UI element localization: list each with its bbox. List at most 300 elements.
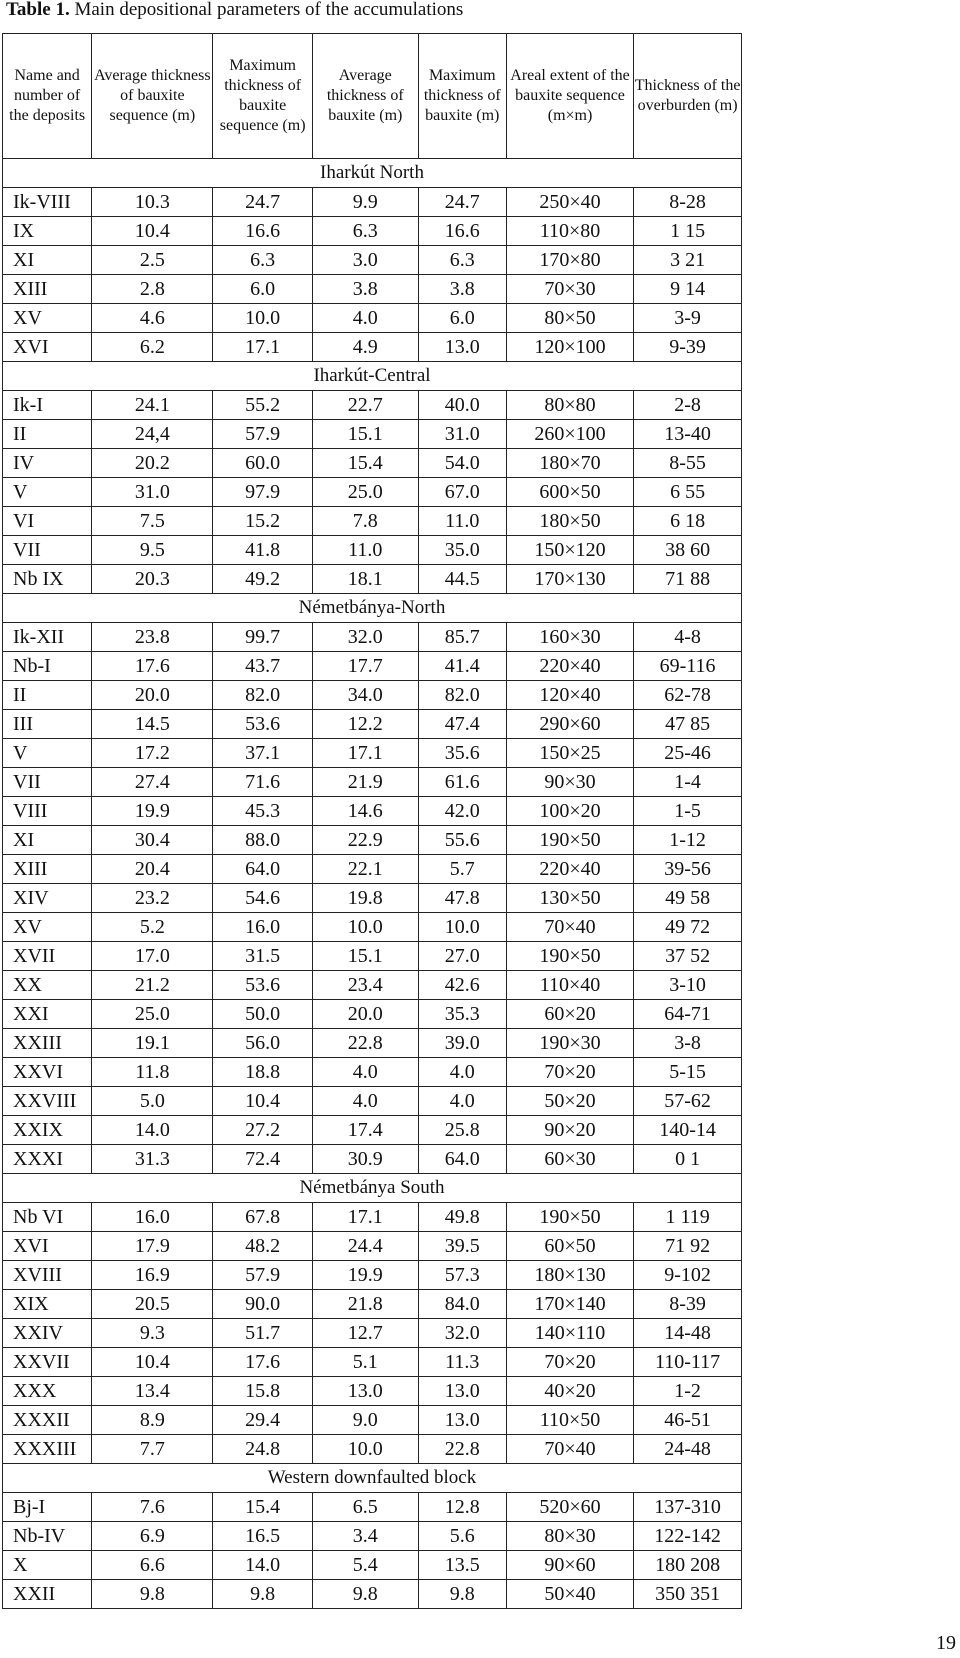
table-cell: 39-56	[634, 855, 742, 884]
table-cell: 10.3	[92, 188, 213, 217]
table-cell: 67.0	[418, 478, 506, 507]
table-cell: 38 60	[634, 536, 742, 565]
table-cell: 60×50	[506, 1232, 633, 1261]
table-row	[3, 1232, 742, 1261]
table-cell: 16.5	[213, 1522, 313, 1551]
table-row	[3, 884, 742, 913]
table-cell: 150×120	[506, 536, 633, 565]
table-cell: 27.2	[213, 1116, 313, 1145]
table-cell: 7.6	[92, 1493, 213, 1522]
table-cell: 4-8	[634, 623, 742, 652]
deposit-name-cell: XVI	[3, 1232, 92, 1261]
table-cell: 5.1	[312, 1348, 418, 1377]
table-cell: 6.0	[418, 304, 506, 333]
table-row	[3, 1348, 742, 1377]
table-cell: 25.8	[418, 1116, 506, 1145]
table-cell: 150×25	[506, 739, 633, 768]
table-cell: 82.0	[213, 681, 313, 710]
table-cell: 99.7	[213, 623, 313, 652]
table-cell: 13-40	[634, 420, 742, 449]
table-cell: 37 52	[634, 942, 742, 971]
table-row	[3, 391, 742, 420]
table-cell: 17.1	[312, 739, 418, 768]
table-cell: 60.0	[213, 449, 313, 478]
table-cell: 13.5	[418, 1551, 506, 1580]
group-title: Németbánya-North	[3, 594, 742, 623]
deposit-name-cell: Bj-I	[3, 1493, 92, 1522]
table-row	[3, 1000, 742, 1029]
deposit-name-cell: XXIX	[3, 1116, 92, 1145]
table-cell: 88.0	[213, 826, 313, 855]
table-cell: 6.5	[312, 1493, 418, 1522]
deposit-name-cell: II	[3, 420, 92, 449]
table-cell: 2.5	[92, 246, 213, 275]
table-cell: 260×100	[506, 420, 633, 449]
table-cell: 110×40	[506, 971, 633, 1000]
deposit-name-cell: XI	[3, 246, 92, 275]
table-row	[3, 1203, 742, 1232]
table-cell: 1-12	[634, 826, 742, 855]
table-cell: 23.8	[92, 623, 213, 652]
table-cell: 1 119	[634, 1203, 742, 1232]
group-header-row	[3, 362, 742, 391]
table-cell: 9-39	[634, 333, 742, 362]
table-row	[3, 420, 742, 449]
table-row	[3, 1290, 742, 1319]
table-cell: 50×20	[506, 1087, 633, 1116]
table-caption-label: Table 1.	[6, 0, 70, 20]
table-row	[3, 1145, 742, 1174]
table-cell: 12.7	[312, 1319, 418, 1348]
table-cell: 70×40	[506, 1435, 633, 1464]
table-cell: 27.0	[418, 942, 506, 971]
table-cell: 17.7	[312, 652, 418, 681]
table-cell: 14.0	[213, 1551, 313, 1580]
table-cell: 15.1	[312, 420, 418, 449]
table-cell: 48.2	[213, 1232, 313, 1261]
table-cell: 13.0	[418, 1377, 506, 1406]
table-cell: 2.8	[92, 275, 213, 304]
table-cell: 15.1	[312, 942, 418, 971]
table-cell: 7.5	[92, 507, 213, 536]
table-cell: 21.8	[312, 1290, 418, 1319]
table-cell: 3.0	[312, 246, 418, 275]
table-cell: 41.4	[418, 652, 506, 681]
table-cell: 5.0	[92, 1087, 213, 1116]
table-cell: 9.0	[312, 1406, 418, 1435]
table-cell: 17.6	[92, 652, 213, 681]
table-row	[3, 536, 742, 565]
table-cell: 20.3	[92, 565, 213, 594]
table-cell: 57.3	[418, 1261, 506, 1290]
table-cell: 19.8	[312, 884, 418, 913]
deposit-name-cell: XXI	[3, 1000, 92, 1029]
deposit-name-cell: XXXIII	[3, 1435, 92, 1464]
table-cell: 21.2	[92, 971, 213, 1000]
table-cell: 49.2	[213, 565, 313, 594]
table-row	[3, 1058, 742, 1087]
table-cell: 90×20	[506, 1116, 633, 1145]
group-title: Iharkút-Central	[3, 362, 742, 391]
header-cell: Areal extent of the bauxite sequence (m×m)	[506, 34, 633, 159]
table-cell: 20.4	[92, 855, 213, 884]
deposit-name-cell: XIII	[3, 275, 92, 304]
table-cell: 120×40	[506, 681, 633, 710]
table-cell: 47.8	[418, 884, 506, 913]
table-cell: 18.8	[213, 1058, 313, 1087]
deposit-name-cell: X	[3, 1551, 92, 1580]
table-cell: 5.7	[418, 855, 506, 884]
table-row	[3, 681, 742, 710]
deposit-name-cell: III	[3, 710, 92, 739]
table-row	[3, 333, 742, 362]
deposit-name-cell: Nb VI	[3, 1203, 92, 1232]
table-cell: 9.8	[213, 1580, 313, 1609]
table-cell: 7.7	[92, 1435, 213, 1464]
table-caption-text: Main depositional parameters of the accumulations	[69, 0, 464, 20]
header-row	[3, 34, 742, 159]
table-cell: 5.6	[418, 1522, 506, 1551]
table-cell: 57-62	[634, 1087, 742, 1116]
table-cell: 16.0	[213, 913, 313, 942]
deposit-name-cell: II	[3, 681, 92, 710]
deposit-name-cell: XX	[3, 971, 92, 1000]
table-cell: 24.7	[418, 188, 506, 217]
table-cell: 40×20	[506, 1377, 633, 1406]
header-cell: Name and number of the deposits	[3, 34, 92, 159]
deposit-name-cell: XV	[3, 913, 92, 942]
table-cell: 15.8	[213, 1377, 313, 1406]
table-cell: 10.0	[213, 304, 313, 333]
table-row	[3, 449, 742, 478]
table-cell: 57.9	[213, 420, 313, 449]
table-cell: 8.9	[92, 1406, 213, 1435]
table-row	[3, 652, 742, 681]
table-cell: 11.0	[418, 507, 506, 536]
table-cell: 120×100	[506, 333, 633, 362]
table-cell: 25.0	[92, 1000, 213, 1029]
table-cell: 56.0	[213, 1029, 313, 1058]
table-row	[3, 304, 742, 333]
table-cell: 70×20	[506, 1058, 633, 1087]
table-row	[3, 1435, 742, 1464]
table-cell: 0 1	[634, 1145, 742, 1174]
group-header-row	[3, 1174, 742, 1203]
table-cell: 41.8	[213, 536, 313, 565]
table-cell: 9.8	[312, 1580, 418, 1609]
table-cell: 110×50	[506, 1406, 633, 1435]
table-cell: 9.9	[312, 188, 418, 217]
table-cell: 6.0	[213, 275, 313, 304]
table-cell: 31.0	[92, 478, 213, 507]
table-cell: 9.8	[92, 1580, 213, 1609]
table-cell: 220×40	[506, 855, 633, 884]
table-cell: 8-39	[634, 1290, 742, 1319]
table-cell: 10.4	[213, 1087, 313, 1116]
table-cell: 32.0	[312, 623, 418, 652]
table-cell: 122-142	[634, 1522, 742, 1551]
table-cell: 50.0	[213, 1000, 313, 1029]
table-cell: 290×60	[506, 710, 633, 739]
table-cell: 170×140	[506, 1290, 633, 1319]
table-cell: 170×80	[506, 246, 633, 275]
table-cell: 23.2	[92, 884, 213, 913]
table-cell: 47 85	[634, 710, 742, 739]
table-cell: 21.9	[312, 768, 418, 797]
table-cell: 18.1	[312, 565, 418, 594]
deposit-name-cell: Ik-I	[3, 391, 92, 420]
table-cell: 15.2	[213, 507, 313, 536]
table-cell: 5.4	[312, 1551, 418, 1580]
table-cell: 180 208	[634, 1551, 742, 1580]
table-cell: 67.8	[213, 1203, 313, 1232]
table-cell: 39.5	[418, 1232, 506, 1261]
table-cell: 53.6	[213, 971, 313, 1000]
table-cell: 70×40	[506, 913, 633, 942]
table-cell: 190×50	[506, 942, 633, 971]
table-row	[3, 1522, 742, 1551]
table-cell: 49.8	[418, 1203, 506, 1232]
table-cell: 8-55	[634, 449, 742, 478]
table-row	[3, 507, 742, 536]
table-row	[3, 565, 742, 594]
table-cell: 64.0	[213, 855, 313, 884]
table-cell: 16.6	[213, 217, 313, 246]
table-cell: 6.3	[418, 246, 506, 275]
group-title: Németbánya South	[3, 1174, 742, 1203]
deposit-name-cell: XXXII	[3, 1406, 92, 1435]
table-cell: 17.1	[312, 1203, 418, 1232]
table-cell: 6 55	[634, 478, 742, 507]
table-cell: 13.0	[418, 1406, 506, 1435]
deposit-name-cell: XIII	[3, 855, 92, 884]
table-cell: 11.8	[92, 1058, 213, 1087]
table-cell: 137-310	[634, 1493, 742, 1522]
table-cell: 4.0	[418, 1058, 506, 1087]
table-row	[3, 217, 742, 246]
deposit-name-cell: XXVIII	[3, 1087, 92, 1116]
table-cell: 29.4	[213, 1406, 313, 1435]
deposit-name-cell: XVII	[3, 942, 92, 971]
table-cell: 49 72	[634, 913, 742, 942]
table-cell: 24.8	[213, 1435, 313, 1464]
table-cell: 10.0	[312, 913, 418, 942]
deposit-name-cell: XV	[3, 304, 92, 333]
deposit-name-cell: XVIII	[3, 1261, 92, 1290]
table-cell: 1-5	[634, 797, 742, 826]
table-row	[3, 913, 742, 942]
table-cell: 57.9	[213, 1261, 313, 1290]
table-cell: 64.0	[418, 1145, 506, 1174]
table-cell: 47.4	[418, 710, 506, 739]
table-cell: 1-2	[634, 1377, 742, 1406]
table-cell: 55.6	[418, 826, 506, 855]
table-cell: 31.5	[213, 942, 313, 971]
group-title: Western downfaulted block	[3, 1464, 742, 1493]
table-cell: 4.0	[418, 1087, 506, 1116]
table-cell: 15.4	[312, 449, 418, 478]
table-cell: 17.9	[92, 1232, 213, 1261]
table-cell: 10.4	[92, 217, 213, 246]
table-row	[3, 1377, 742, 1406]
table-cell: 22.1	[312, 855, 418, 884]
table-caption	[6, 0, 463, 22]
deposit-name-cell: XXXI	[3, 1145, 92, 1174]
table-cell: 69-116	[634, 652, 742, 681]
table-cell: 70×30	[506, 275, 633, 304]
table-cell: 3.8	[312, 275, 418, 304]
table-cell: 12.8	[418, 1493, 506, 1522]
table-cell: 30.9	[312, 1145, 418, 1174]
table-cell: 43.7	[213, 652, 313, 681]
table-cell: 10.0	[418, 913, 506, 942]
table-cell: 61.6	[418, 768, 506, 797]
table-cell: 4.0	[312, 304, 418, 333]
table-cell: 80×50	[506, 304, 633, 333]
group-header-row	[3, 1464, 742, 1493]
deposit-name-cell: XXX	[3, 1377, 92, 1406]
deposit-name-cell: XI	[3, 826, 92, 855]
table-row	[3, 1029, 742, 1058]
table-cell: 9 14	[634, 275, 742, 304]
deposit-name-cell: Nb IX	[3, 565, 92, 594]
table-cell: 140-14	[634, 1116, 742, 1145]
table-cell: 84.0	[418, 1290, 506, 1319]
table-cell: 22.9	[312, 826, 418, 855]
table-row	[3, 1493, 742, 1522]
table-cell: 19.1	[92, 1029, 213, 1058]
deposit-name-cell: Nb-I	[3, 652, 92, 681]
table-cell: 13.0	[312, 1377, 418, 1406]
table-row	[3, 942, 742, 971]
table-cell: 24.7	[213, 188, 313, 217]
table-row	[3, 1087, 742, 1116]
table-cell: 14.5	[92, 710, 213, 739]
table-cell: 3.8	[418, 275, 506, 304]
table-cell: 190×50	[506, 826, 633, 855]
table-cell: 20.0	[92, 681, 213, 710]
table-cell: 180×70	[506, 449, 633, 478]
table-cell: 80×30	[506, 1522, 633, 1551]
table-row	[3, 188, 742, 217]
table-cell: 6.3	[312, 217, 418, 246]
table-cell: 60×20	[506, 1000, 633, 1029]
table-cell: 45.3	[213, 797, 313, 826]
table-cell: 350 351	[634, 1580, 742, 1609]
deposit-name-cell: XXVII	[3, 1348, 92, 1377]
table-cell: 60×30	[506, 1145, 633, 1174]
table-cell: 32.0	[418, 1319, 506, 1348]
table-cell: 17.4	[312, 1116, 418, 1145]
table-cell: 42.0	[418, 797, 506, 826]
deposit-name-cell: IV	[3, 449, 92, 478]
table-cell: 13.0	[418, 333, 506, 362]
table-cell: 44.5	[418, 565, 506, 594]
header-cell: Thickness of the overburden (m)	[634, 34, 742, 159]
table-cell: 100×20	[506, 797, 633, 826]
table-cell: 24,4	[92, 420, 213, 449]
table-row	[3, 768, 742, 797]
table-cell: 1-4	[634, 768, 742, 797]
table-cell: 22.8	[312, 1029, 418, 1058]
group-header-row	[3, 594, 742, 623]
table-cell: 46-51	[634, 1406, 742, 1435]
table-cell: 9.8	[418, 1580, 506, 1609]
table-cell: 6.6	[92, 1551, 213, 1580]
table-cell: 85.7	[418, 623, 506, 652]
table-cell: 8-28	[634, 188, 742, 217]
table-cell: 22.7	[312, 391, 418, 420]
table-cell: 10.0	[312, 1435, 418, 1464]
table-cell: 15.4	[213, 1493, 313, 1522]
table-cell: 19.9	[312, 1261, 418, 1290]
table-cell: 4.0	[312, 1058, 418, 1087]
table-cell: 2-8	[634, 391, 742, 420]
table-cell: 14-48	[634, 1319, 742, 1348]
group-title: Iharkút North	[3, 159, 742, 188]
table-cell: 9.5	[92, 536, 213, 565]
table-cell: 25.0	[312, 478, 418, 507]
deposit-name-cell: XXIII	[3, 1029, 92, 1058]
table-cell: 160×30	[506, 623, 633, 652]
table-cell: 14.6	[312, 797, 418, 826]
table-cell: 23.4	[312, 971, 418, 1000]
table-cell: 80×80	[506, 391, 633, 420]
table-cell: 4.0	[312, 1087, 418, 1116]
table-row	[3, 855, 742, 884]
table-cell: 55.2	[213, 391, 313, 420]
table-cell: 82.0	[418, 681, 506, 710]
table-row	[3, 826, 742, 855]
table-cell: 17.1	[213, 333, 313, 362]
table-cell: 14.0	[92, 1116, 213, 1145]
table-cell: 39.0	[418, 1029, 506, 1058]
header-cell: Maximum thickness of bauxite sequence (m)	[213, 34, 313, 159]
deposit-name-cell: XIV	[3, 884, 92, 913]
table-cell: 62-78	[634, 681, 742, 710]
table-cell: 3-10	[634, 971, 742, 1000]
table-row	[3, 275, 742, 304]
table-cell: 5-15	[634, 1058, 742, 1087]
table-cell: 250×40	[506, 188, 633, 217]
table-cell: 600×50	[506, 478, 633, 507]
table-cell: 20.5	[92, 1290, 213, 1319]
header-cell: Average thickness of bauxite sequence (m)	[92, 34, 213, 159]
table-cell: 50×40	[506, 1580, 633, 1609]
table-cell: 190×50	[506, 1203, 633, 1232]
table-row	[3, 1580, 742, 1609]
deposit-name-cell: VII	[3, 768, 92, 797]
table-cell: 20.2	[92, 449, 213, 478]
table-row	[3, 1261, 742, 1290]
table-row	[3, 1551, 742, 1580]
table-cell: 6 18	[634, 507, 742, 536]
table-cell: 90.0	[213, 1290, 313, 1319]
table-cell: 3.4	[312, 1522, 418, 1551]
table-cell: 35.3	[418, 1000, 506, 1029]
table-cell: 130×50	[506, 884, 633, 913]
table-cell: 37.1	[213, 739, 313, 768]
table-cell: 42.6	[418, 971, 506, 1000]
table-row	[3, 246, 742, 275]
table-cell: 27.4	[92, 768, 213, 797]
table-cell: 6.2	[92, 333, 213, 362]
table-row	[3, 797, 742, 826]
header-cell: Maximum thickness of bauxite (m)	[418, 34, 506, 159]
table-cell: 40.0	[418, 391, 506, 420]
table-cell: 10.4	[92, 1348, 213, 1377]
table-cell: 17.0	[92, 942, 213, 971]
